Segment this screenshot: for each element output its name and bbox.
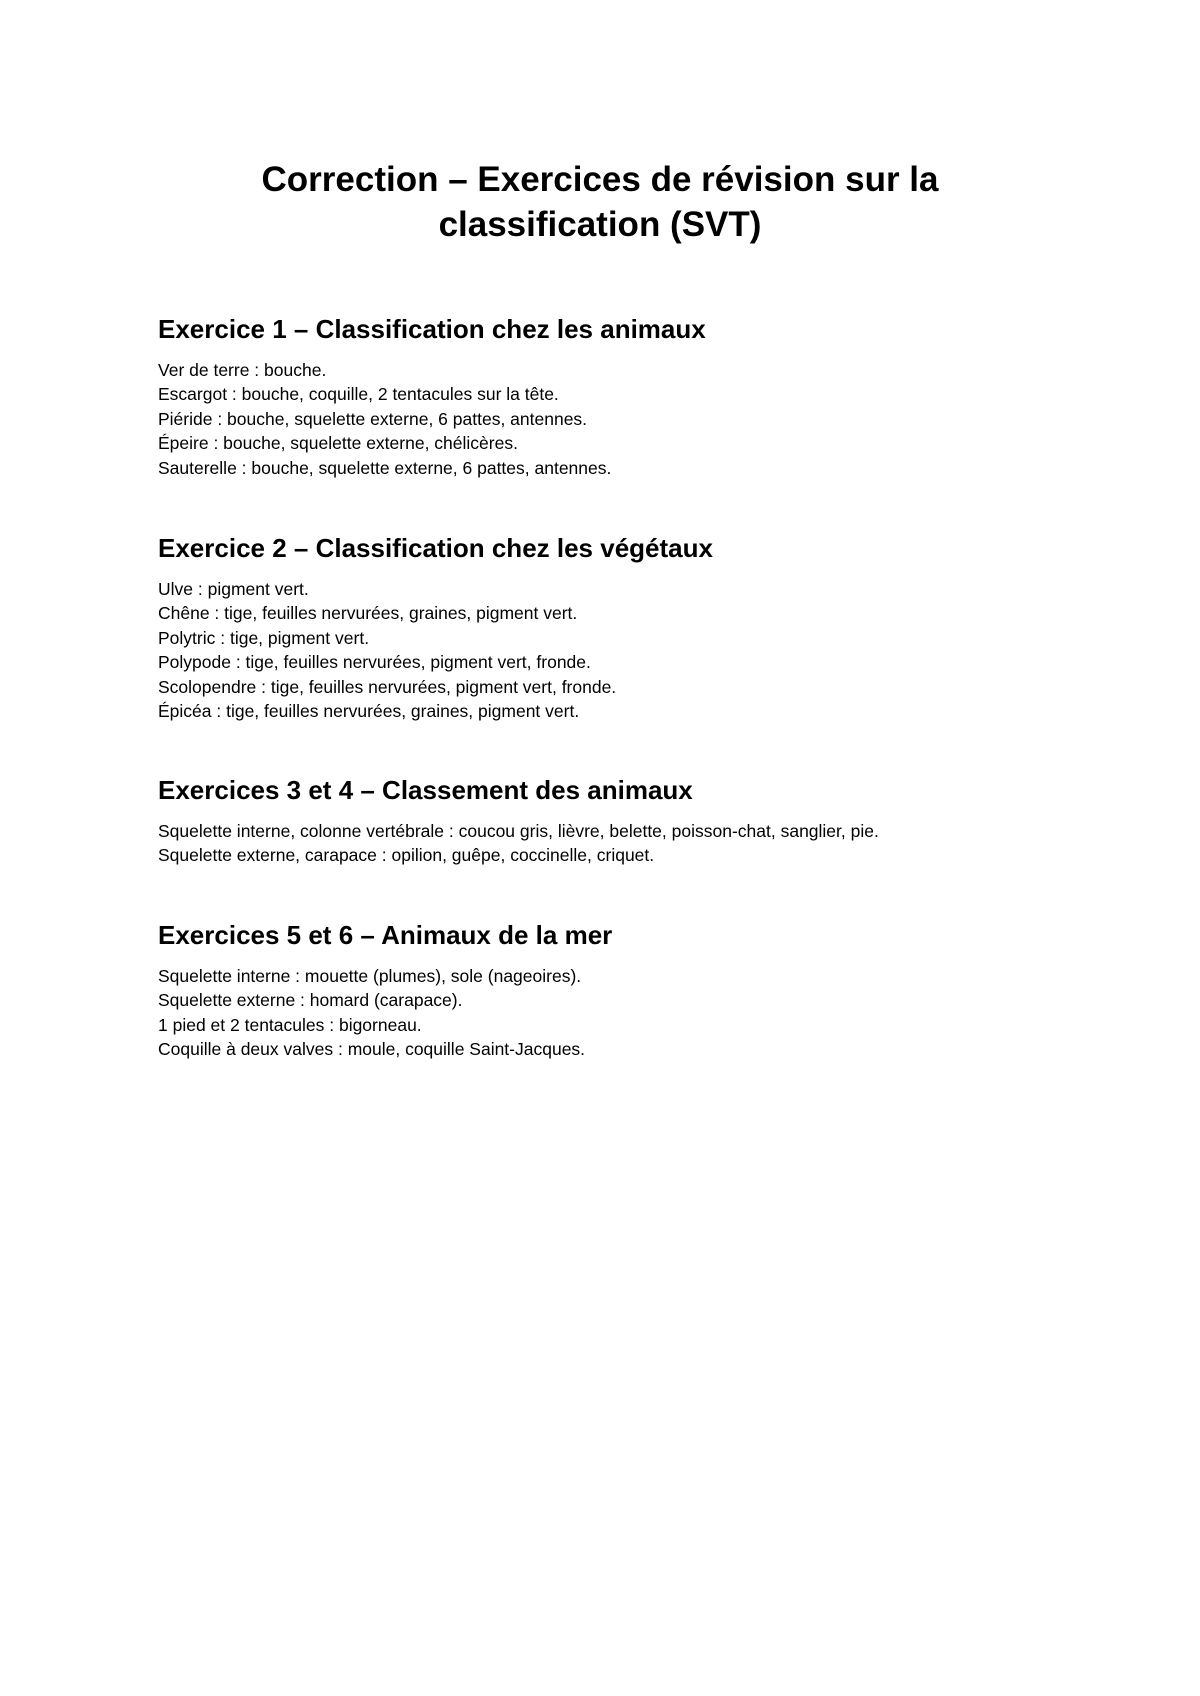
answer-line: Squelette externe : homard (carapace). xyxy=(158,990,463,1011)
section-heading: Exercice 1 – Classification chez les animaux xyxy=(158,314,706,344)
answer-line: Ulve : pigment vert. xyxy=(158,579,309,599)
answer-line: Épeire : bouche, squelette externe, chélicères. xyxy=(158,433,518,454)
document-title xyxy=(150,157,1050,247)
section-heading: Exercice 2 – Classification chez les végétaux xyxy=(158,533,713,563)
answer-line: Polytric : tige, pigment vert. xyxy=(158,627,370,648)
section-exercices-3-4 xyxy=(158,774,1058,868)
answer-line: Scolopendre : tige, feuilles nervurées, pigment vert, fronde. xyxy=(158,676,617,697)
answer-line: Chêne : tige, feuilles nervurées, graines, pigment vert. xyxy=(158,603,578,624)
answer-list xyxy=(158,964,1058,1062)
answer-line: 1 pied et 2 tentacules : bigorneau. xyxy=(158,1014,422,1035)
section-exercice-1 xyxy=(158,313,1058,480)
answer-line: Coquille à deux valves : moule, coquille Saint-Jacques. xyxy=(158,1039,586,1060)
answer-list xyxy=(158,577,1058,723)
section-exercices-5-6 xyxy=(158,919,1058,1062)
answer-list xyxy=(158,358,1058,480)
answer-line: Ver de terre : bouche. xyxy=(158,360,327,380)
answer-line: Piéride : bouche, squelette externe, 6 pattes, antennes. xyxy=(158,408,588,429)
answer-list xyxy=(158,819,1058,868)
section-heading: Exercices 5 et 6 – Animaux de la mer xyxy=(158,920,613,950)
answer-line: Squelette externe, carapace : opilion, guêpe, coccinelle, criquet. xyxy=(158,845,655,866)
answer-line: Sauterelle : bouche, squelette externe, 6 pattes, antennes. xyxy=(158,457,612,478)
answer-line: Squelette interne, colonne vertébrale : coucou gris, lièvre, belette, poisson-chat, sanglier, pie. xyxy=(158,821,879,841)
answer-line: Squelette interne : mouette (plumes), sole (nageoires). xyxy=(158,966,582,986)
section-exercice-2 xyxy=(158,532,1058,723)
document-title-line-1: Correction – Exercices de révision sur la xyxy=(261,160,939,199)
answer-line: Escargot : bouche, coquille, 2 tentacules sur la tête. xyxy=(158,384,559,405)
answer-line: Épicéa : tige, feuilles nervurées, graines, pigment vert. xyxy=(158,701,580,722)
document-title-line-2: classification (SVT) xyxy=(438,205,762,244)
answer-line: Polypode : tige, feuilles nervurées, pigment vert, fronde. xyxy=(158,652,591,673)
section-heading: Exercices 3 et 4 – Classement des animaux xyxy=(158,775,693,805)
